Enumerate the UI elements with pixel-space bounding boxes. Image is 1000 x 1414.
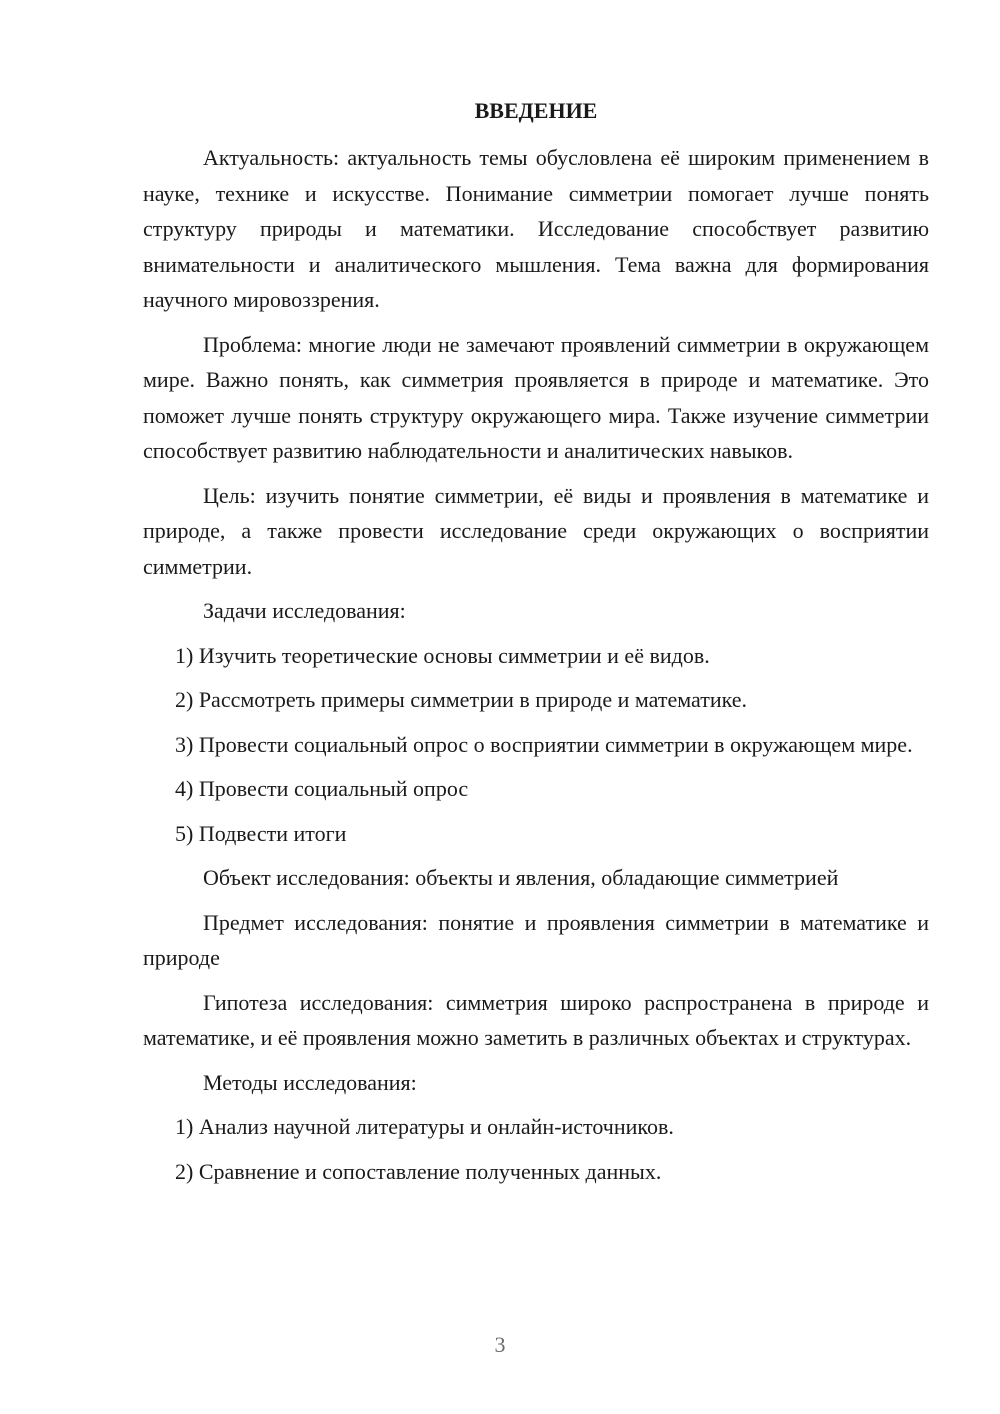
tasks-heading: Задачи исследования: — [203, 598, 406, 623]
hypothesis-paragraph: Гипотеза исследования: симметрия широко распространена в природе и математике, и её проявления можно заметить в различных объектах и структурах. — [143, 989, 929, 1050]
subject-paragraph: Предмет исследования: понятие и проявления симметрии в математике и природе — [143, 909, 929, 970]
method-item-1: 1) Анализ научной литературы и онлайн-источников. — [175, 1114, 674, 1139]
task-item-3: 3) Провести социальный опрос о восприятии симметрии в окружающем мире. — [175, 731, 913, 757]
object-paragraph: Объект исследования: объекты и явления, обладающие симметрией — [203, 865, 839, 890]
document-page — [143, 94, 929, 1198]
methods-heading: Методы исследования: — [203, 1069, 417, 1095]
page-number: 3 — [494, 1332, 506, 1357]
task-item-5: 5) Подвести итоги — [175, 820, 347, 846]
page-title: ВВЕДЕНИЕ — [474, 98, 598, 123]
problem-paragraph: Проблема: многие люди не замечают проявлений симметрии в окружающем мире. Важно понять, как симметрия проявляется в природе и математике. Это поможет лучше понять структуру окружающего мира. Также изучение симметрии способствует развитию наблюдательности и аналитических навыков. — [143, 331, 929, 463]
task-item-1: 1) Изучить теоретические основы симметрии и её видов. — [175, 642, 710, 668]
goal-paragraph: Цель: изучить понятие симметрии, её виды и проявления в математике и природе, а также провести исследование среди окружающих о восприятии симметрии. — [143, 482, 929, 579]
task-item-2: 2) Рассмотреть примеры симметрии в природе и математике. — [175, 687, 748, 712]
task-item-4: 4) Провести социальный опрос — [175, 776, 469, 801]
method-item-2: 2) Сравнение и сопоставление полученных данных. — [175, 1158, 662, 1184]
relevance-paragraph: Актуальность: актуальность темы обусловлена её широким применением в науке, технике и искусстве. Понимание симметрии помогает лучше понять структуру природы и математики. Исследование способствует развитию внимательности и аналитического мышления. Тема важна для формирования научного мировоззрения. — [143, 145, 929, 312]
